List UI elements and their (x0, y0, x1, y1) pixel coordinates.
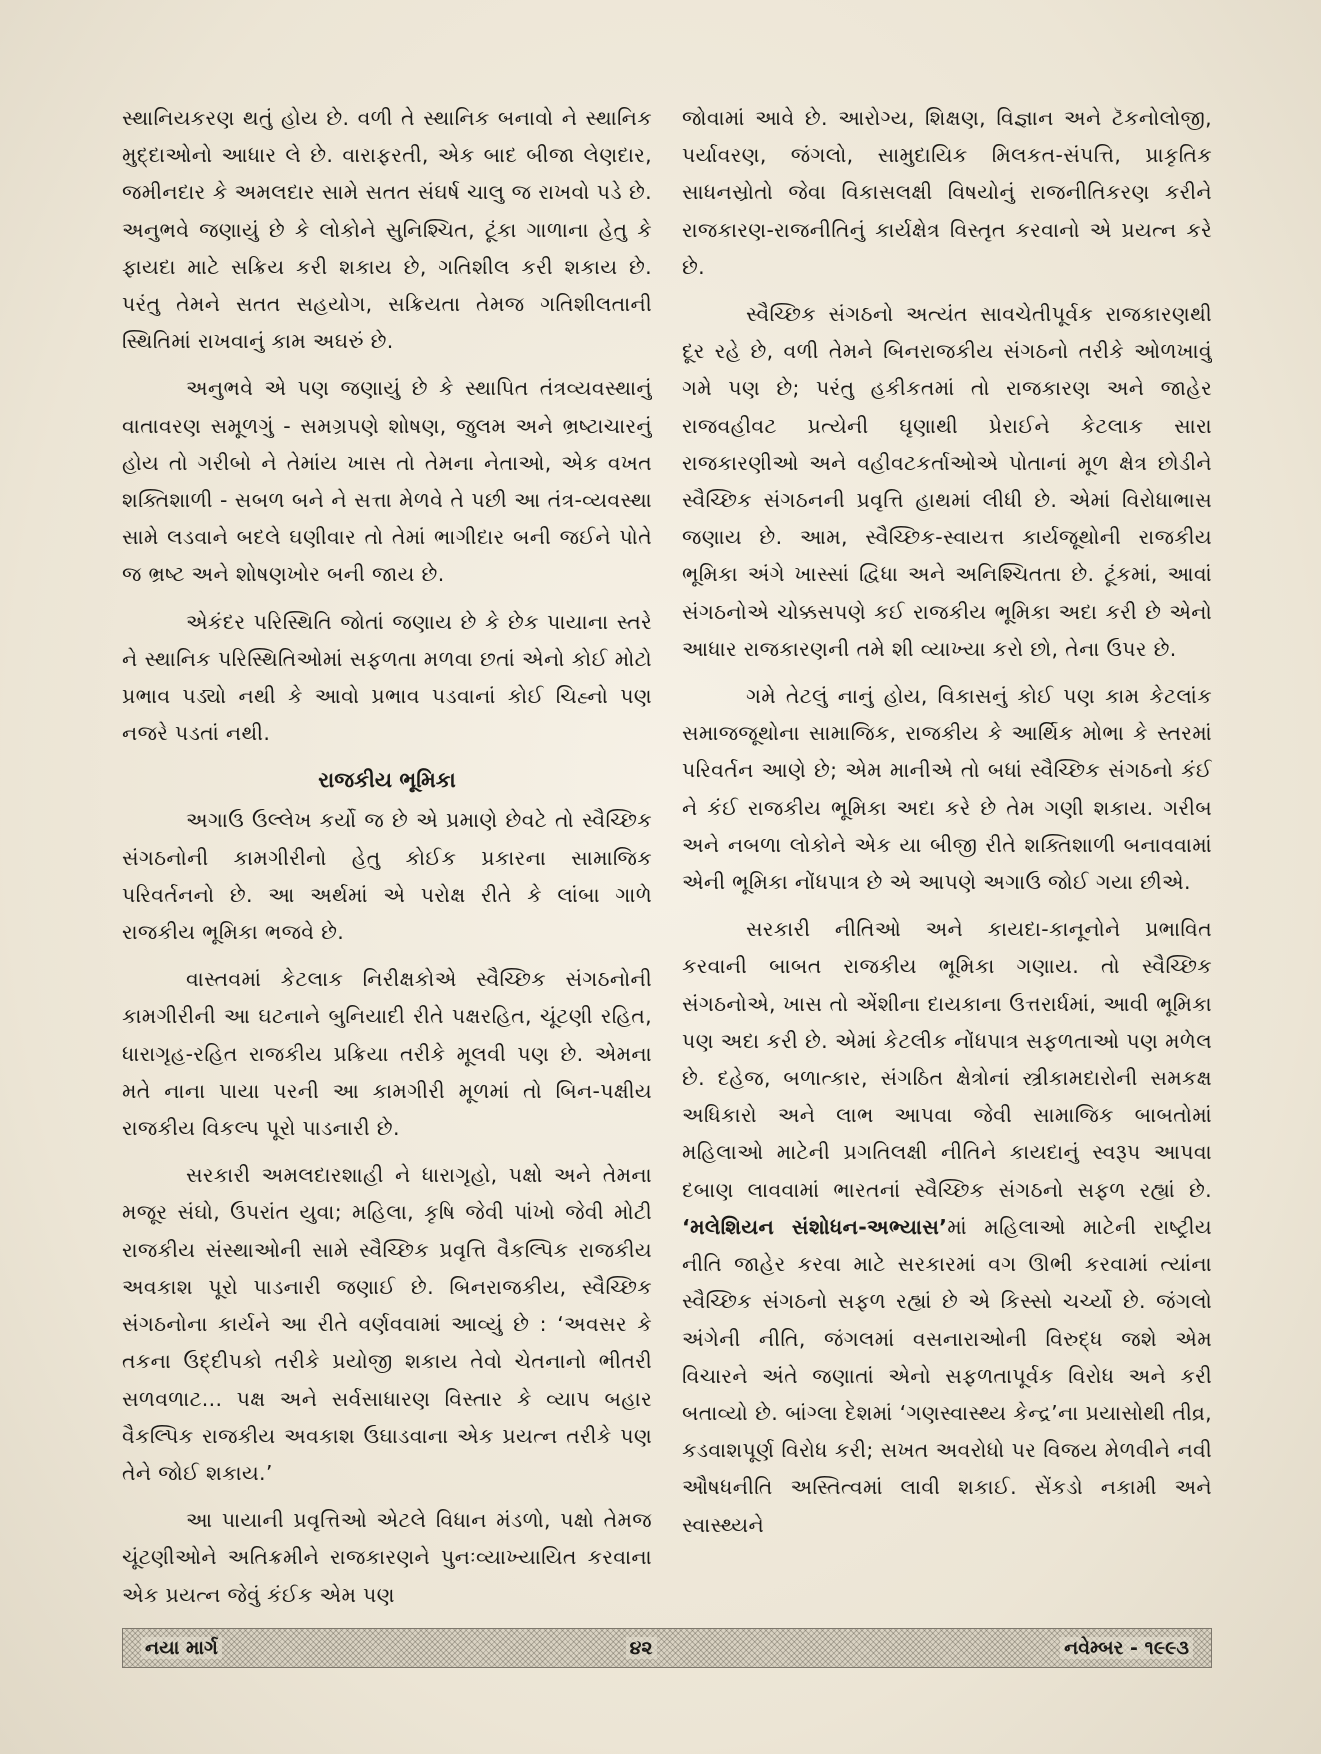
paragraph-text: માં મહિલાઓ માટેની રાષ્ટ્રીય નીતિ જાહેર કરવા માટે સરકારમાં વગ ઊભી કરવામાં ત્યાંના સ્વૈચ્છિક સંગઠનો સફળ રહ્યાં છે એ કિસ્સો ચર્ચ્યો છે. જંગલો અંગેની નીતિ, જંગલમાં વસનારાઓની વિરુદ્ધ જશે એમ વિચારને અંતે જણાતાં એનો સફળતાપૂર્વક વિરોધ અને કરી બતાવ્યો છે. બાંગ્લા દેશમાં ‘ગણસ્વાસ્થ્ય કેન્દ્ર’ના પ્રયાસોથી તીવ્ર, કડવાશપૂર્ણ વિરોધ કરી; સખત અવરોધો પર વિજય મેળવીને નવી ઔષધનીતિ અસ્તિત્વમાં લાવી શકાઈ. સેંકડો નકામી અને સ્વાસ્થ્યને (682, 1214, 1212, 1537)
issue-date: નવેમ્બર - ૧૯૯૩ (1060, 1637, 1193, 1659)
paragraph: સરકારી અમલદારશાહી ને ધારાગૃહો, પક્ષો અને તેમના મજૂર સંઘો, ઉપરાંત યુવા; મહિલા, કૃષિ જેવી પાંખો જેવી મોટી રાજકીય સંસ્થાઓની સામે સ્વૈચ્છિક પ્રવૃત્તિ વૈકલ્પિક રાજકીય અવકાશ પૂરો પાડનારી જણાઈ છે. બિનરાજકીય, સ્વૈચ્છિક સંગઠનોના કાર્યને આ રીતે વર્ણવવામાં આવ્યું છે : ‘અવસર કે તકના ઉદ્દીપકો તરીકે પ્રયોજી શકાય તેવો ચેતનાનો ભીતરી સળવળાટ... પક્ષ અને સર્વસાધારણ વિસ્તાર કે વ્યાપ બહાર વૈકલ્પિક રાજકીય અવકાશ ઉઘાડવાના એક પ્રયત્ન તરીકે પણ તેને જોઈ શકાય.’ (122, 1163, 652, 1485)
paragraph: એકંદર પરિસ્થિતિ જોતાં જણાય છે કે છેક પાયાના સ્તરે ને સ્થાનિક પરિસ્થિતિઓમાં સફળતા મળવા છતાં એનો કોઈ મોટો પ્રભાવ પડ્યો નથી કે આવો પ્રભાવ પડવાનાં કોઈ ચિહ્નો પણ નજરે પડતાં નથી. (122, 609, 652, 746)
paragraph-text: સરકારી નીતિઓ અને કાયદા-કાનૂનોને પ્રભાવિત કરવાની બાબત રાજકીય ભૂમિકા ગણાય. તો સ્વૈચ્છિક સંગઠનોએ, ખાસ તો એંશીના દાયકાના ઉત્તરાર્ધમાં, આવી ભૂમિકા પણ અદા કરી છે. એમાં કેટલીક નોંધપાત્ર સફળતાઓ પણ મળેલ છે. દહેજ, બળાત્કાર, સંગઠિત ક્ષેત્રોનાં સ્ત્રીકામદારોની સમકક્ષ અધિકારો અને લાભ આપવા જેવી સામાજિક બાબતોમાં મહિલાઓ માટેની પ્રગતિલક્ષી નીતિને કાયદાનું સ્વરૂપ આપવા દબાણ લાવવામાં ભારતનાં સ્વૈચ્છિક સંગઠનો સફળ રહ્યાં છે. (682, 917, 1212, 1202)
paragraph: ગમે તેટલું નાનું હોય, વિકાસનું કોઈ પણ કામ કેટલાંક સમાજજૂથોના સામાજિક, રાજકીય કે આર્થિક મોભા કે સ્તરમાં પરિવર્તન આણે છે; એમ માનીએ તો બધાં સ્વૈચ્છિક સંગઠનો કંઈ ને કંઈ રાજકીય ભૂમિકા અદા કરે છે તેમ ગણી શકાય. ગરીબ અને નબળા લોકોને એક યા બીજી રીતે શક્તિશાળી બનાવવામાં એની ભૂમિકા નોંધપાત્ર છે એ આપણે અગાઉ જોઈ ગયા છીએ. (682, 684, 1212, 895)
left-column (122, 100, 652, 1620)
article-body (122, 100, 1212, 1620)
bold-source-title: ‘મલેશિયન સંશોધન-અભ્યાસ’ (682, 1214, 948, 1239)
paragraph: અનુભવે એ પણ જણાયું છે કે સ્થાપિત તંત્રવ્યવસ્થાનું વાતાવરણ સમૂળગું - સમગ્રપણે શોષણ, જુલમ અને ભ્રષ્ટાચારનું હોય તો ગરીબો ને તેમાંય ખાસ તો તેમના નેતાઓ, એક વખત શક્તિશાળી - સબળ બને ને સત્તા મેળવે તે પછી આ તંત્ર-વ્યવસ્થા સામે લડવાને બદલે ઘણીવાર તો તેમાં ભાગીદાર બની જઈને પોતે જ ભ્રષ્ટ અને શોષણખોર બની જાય છે. (122, 376, 652, 587)
paragraph: સ્થાનિયકરણ થતું હોય છે. વળી તે સ્થાનિક બનાવો ને સ્થાનિક મુદ્દાઓનો આધાર લે છે. વારાફરતી, એક બાદ બીજા લેણદાર, જમીનદાર કે અમલદાર સામે સતત સંઘર્ષ ચાલુ જ રાખવો પડે છે. અનુભવે જણાયું છે કે લોકોને સુનિશ્ચિત, ટૂંકા ગાળાના હેતુ કે ફાયદા માટે સક્રિય કરી શકાય છે, ગતિશીલ કરી શકાય છે. પરંતુ તેમને સતત સહયોગ, સક્રિયતા તેમજ ગતિશીલતાની સ્થિતિમાં રાખવાનું કામ અઘરું છે. (122, 106, 652, 354)
paragraph (682, 911, 1212, 1543)
paragraph: જોવામાં આવે છે. આરોગ્ય, શિક્ષણ, વિજ્ઞાન અને ટૅકનોલોજી, પર્યાવરણ, જંગલો, સામુદાયિક મિલકત-સંપત્તિ, પ્રાકૃતિક સાધનસ્રોતો જેવા વિકાસલક્ષી વિષયોનું રાજનીતિકરણ કરીને રાજકારણ-રાજનીતિનું કાર્યક્ષેત્ર વિસ્તૃત કરવાનો એ પ્રયત્ન કરે છે. (682, 106, 1212, 279)
paragraph: અગાઉ ઉલ્લેખ કર્યો જ છે એ પ્રમાણે છેવટે તો સ્વૈચ્છિક સંગઠનોની કામગીરીનો હેતુ કોઈક પ્રકારના સામાજિક પરિવર્તનનો છે. આ અર્થમાં એ પરોક્ષ રીતે કે લાંબા ગાળે રાજકીય ભૂમિકા ભજવે છે. (122, 808, 652, 945)
paragraph: આ પાયાની પ્રવૃત્તિઓ એટલે વિધાન મંડળો, પક્ષો તેમજ ચૂંટણીઓને અતિક્રમીને રાજકારણને પુનઃવ્યાખ્યાયિત કરવાના એક પ્રયત્ન જેવું કંઈક એમ પણ (122, 1508, 652, 1607)
right-column (682, 100, 1212, 1620)
section-heading: રાજકીય ભૂમિકા (318, 768, 456, 793)
paragraph: સ્વૈચ્છિક સંગઠનો અત્યંત સાવચેતીપૂર્વક રાજકારણથી દૂર રહે છે, વળી તેમને બિનરાજકીય સંગઠનો તરીકે ઓળખાવું ગમે પણ છે; પરંતુ હકીકતમાં તો રાજકારણ અને જાહેર રાજવહીવટ પ્રત્યેની ઘૃણાથી પ્રેરાઈને કેટલાક સારા રાજકારણીઓ અને વહીવટકર્તાઓએ પોતાનાં મૂળ ક્ષેત્ર છોડીને સ્વૈચ્છિક સંગઠનની પ્રવૃત્તિ હાથમાં લીધી છે. એમાં વિરોધાભાસ જણાય છે. આમ, સ્વૈચ્છિક-સ્વાયત્ત કાર્યજૂથોની રાજકીય ભૂમિકા અંગે ખાસ્સાં દ્વિધા અને અનિશ્ચિતતા છે. ટૂંકમાં, આવાં સંગઠનોએ ચોક્કસપણે કઈ રાજકીય ભૂમિકા અદા કરી છે એનો આધાર રાજકારણની તમે શી વ્યાખ્યા કરો છો, તેના ઉપર છે. (682, 302, 1212, 661)
paragraph: વાસ્તવમાં કેટલાક નિરીક્ષકોએ સ્વૈચ્છિક સંગઠનોની કામગીરીની આ ઘટનાને બુનિયાદી રીતે પક્ષરહિત, ચૂંટણી રહિત, ધારાગૃહ-રહિત રાજકીય પ્રક્રિયા તરીકે મૂલવી પણ છે. એમના મતે નાના પાયા પરની આ કામગીરી મૂળમાં તો બિન-પક્ષીય રાજકીય વિકલ્પ પૂરો પાડનારી છે. (122, 967, 652, 1141)
page-number: ૪૨ (626, 1637, 657, 1659)
page-footer (122, 1628, 1212, 1668)
magazine-name: નયા માર્ગ (141, 1637, 222, 1659)
